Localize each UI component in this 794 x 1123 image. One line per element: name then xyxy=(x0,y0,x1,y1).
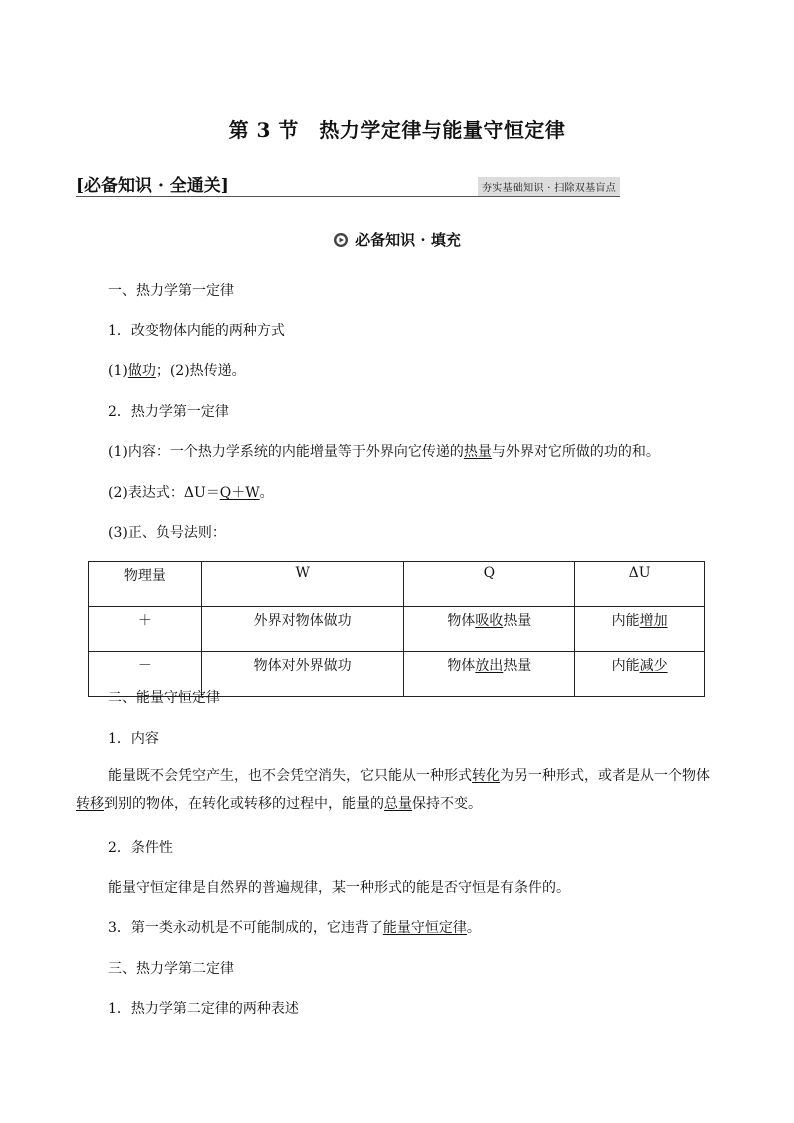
table-cell: 外界对物体做功 xyxy=(201,607,404,652)
part2-item3: 3．第一类永动机是不可能制成的，它违背了能量守恒定律。 xyxy=(108,920,481,936)
blank-answer: 转化 xyxy=(472,768,500,784)
subheader xyxy=(0,229,794,250)
table-cell: － xyxy=(89,652,202,697)
part2-heading: 二、能量守恒定律 xyxy=(108,690,220,706)
blank-answer: 热量 xyxy=(463,444,492,460)
part2-content: 能量既不会凭空产生，也不会凭空消失，它只能从一种形式转化为另一种形式，或者是从一个物体转移到别的物体，在转化或转移的过程中，能量的总量保持不变。 xyxy=(76,768,710,812)
blank-answer: 总量 xyxy=(384,796,412,812)
section-header xyxy=(76,170,620,197)
part1-item1-line: (1)做功；(2)热传递。 xyxy=(108,363,246,379)
table-cell: 内能增加 xyxy=(575,607,705,652)
table-cell: 物体吸收热量 xyxy=(404,607,575,652)
blank-answer: 减少 xyxy=(639,658,668,674)
section-tagline: 夯实基础知识 · 扫除双基盲点 xyxy=(478,177,620,196)
part1-sign-rule: (3)正、负号法则： xyxy=(108,525,226,541)
table-cell: ＋ xyxy=(89,607,202,652)
part3-item1-title: 1．热力学第二定律的两种表述 xyxy=(108,1001,299,1017)
part1-item1-title: 1．改变物体内能的两种方式 xyxy=(108,323,285,339)
table-row xyxy=(89,607,705,652)
table-cell: 内能减少 xyxy=(575,652,705,697)
table-cell: 物体放出热量 xyxy=(404,652,575,697)
part1-content: (1)内容：一个热力学系统的内能增量等于外界向它传递的热量与外界对它所做的功的和。 xyxy=(108,444,660,460)
table-header-cell: W xyxy=(201,562,404,607)
part1-heading: 一、热力学第一定律 xyxy=(108,283,234,299)
blank-answer: Q＋W xyxy=(219,485,260,501)
blank-answer: 做功 xyxy=(127,363,156,379)
subheader-text: 必备知识 · 填充 xyxy=(355,231,461,249)
part2-item2-title: 2．条件性 xyxy=(108,840,173,856)
table-cell: 物体对外界做功 xyxy=(201,652,404,697)
blank-answer: 放出 xyxy=(475,658,504,674)
part2-condition: 能量守恒定律是自然界的普遍规律，某一种形式的能是否守恒是有条件的。 xyxy=(108,880,570,896)
part3-heading: 三、热力学第二定律 xyxy=(108,961,234,977)
sign-rule-table xyxy=(88,561,705,697)
table-header-cell: 物理量 xyxy=(89,562,202,607)
blank-answer: 吸收 xyxy=(475,613,504,629)
table-header-cell: ΔU xyxy=(575,562,705,607)
blank-answer: 增加 xyxy=(639,613,668,629)
part1-item2-title: 2．热力学第一定律 xyxy=(108,404,229,420)
table-header-row xyxy=(89,562,705,607)
table-header-cell: Q xyxy=(404,562,575,607)
page-title: 第 3 节 热力学定律与能量守恒定律 xyxy=(228,118,566,142)
part2-item1-title: 1．内容 xyxy=(108,731,159,747)
blank-answer: 能量守恒定律 xyxy=(382,920,467,936)
section-label: [必备知识 · 全通关] xyxy=(76,176,229,196)
part1-formula: (2)表达式：ΔU＝Q＋W。 xyxy=(108,485,274,501)
blank-answer: 转移 xyxy=(76,796,104,812)
play-circle-icon xyxy=(333,232,349,248)
